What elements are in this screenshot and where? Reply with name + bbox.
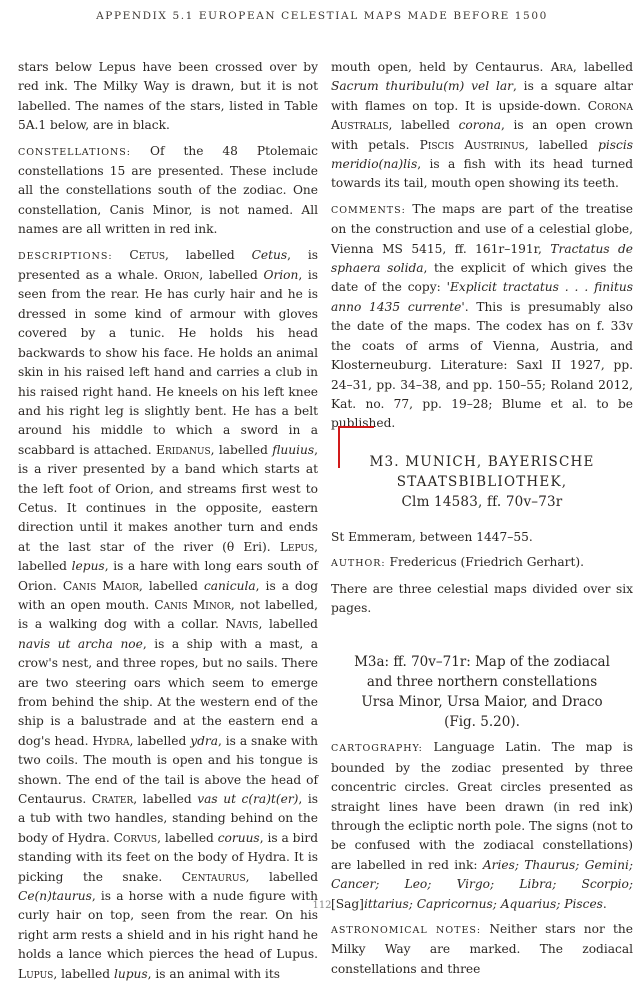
constellations-text: Of the 48 Ptolemaic constellations 15 are presented. These include all the constellations south of the zodiac. One constellation, Canis Minor, is not named. All names are all written in red ink. xyxy=(18,143,318,237)
text: The maps are part of the treatise on the construction and use of a celestial globe, Vienna MS 5415, ff. 161r–191r, xyxy=(331,201,633,256)
constellation-name: Ara xyxy=(550,60,573,74)
latin-label: fluuius xyxy=(272,442,315,457)
text: , is a dog with an open mouth. xyxy=(18,578,318,612)
text: , not labelled, is a walking dog with a collar. xyxy=(18,597,318,632)
latin-label: Sacrum thuribulu(m) vel lar xyxy=(331,79,513,94)
text: , labelled xyxy=(18,539,318,574)
section-title-line: M3. MUNICH, BAYERISCHE xyxy=(369,453,595,470)
text: , labelled xyxy=(165,247,252,262)
latin-label: Orion xyxy=(263,268,299,283)
text: [Sag] xyxy=(331,896,364,911)
constellation-name: Lepus xyxy=(279,539,315,554)
subsection-line: and three northern constellations xyxy=(366,674,598,691)
latin-label: coruus xyxy=(217,830,260,845)
section-title-m3 xyxy=(331,452,633,512)
paragraph-descriptions-cont xyxy=(331,58,633,194)
constellation-name: Eridanus xyxy=(156,442,211,457)
text: , labelled xyxy=(210,442,273,457)
label-descriptions: DESCRIPTIONS: xyxy=(18,250,113,262)
paragraph-astronomical-notes xyxy=(331,920,633,979)
subsection-line: M3a: ff. 70v–71r: Map of the zodiacal xyxy=(354,654,610,671)
latin-label: Cetus xyxy=(251,247,288,262)
label-author: AUTHOR: xyxy=(331,558,386,570)
constellation-name: Navis xyxy=(225,617,259,632)
constellation-name: Hydra xyxy=(92,733,130,748)
label-cartography: CARTOGRAPHY: xyxy=(331,743,423,755)
text: , is an open crown with petals. xyxy=(331,118,633,152)
constellation-name: Canis Maior xyxy=(62,578,139,593)
paragraph-cartography xyxy=(331,738,633,914)
text: , labelled xyxy=(53,966,114,981)
text: , is a ship with a mast, a crow's nest, and three ropes, but no sails. There are two steering oars which seem to emerge from behind the ship. At the western end of the ship is a balustrade and at the eastern end a dog's head. xyxy=(18,636,318,748)
paragraph-descriptions xyxy=(18,246,318,984)
explicit-quote: Explicit tractatus . . . finitus anno 1435 currente xyxy=(331,280,633,314)
latin-label: corona xyxy=(458,118,502,133)
constellation-name: Cetus xyxy=(129,247,166,262)
latin-label: piscis meridio(na)lis xyxy=(331,137,633,172)
left-column xyxy=(18,58,318,990)
constellation-name: Canis Minor xyxy=(154,597,231,612)
constellation-name: Lupus xyxy=(18,966,54,981)
right-column xyxy=(331,58,633,985)
text: , the explicit of which gives the date of the copy: ' xyxy=(331,261,633,295)
label-comments: COMMENTS: xyxy=(331,204,406,216)
constellation-name: Centaurus xyxy=(181,869,246,884)
zodiac-signs: ittarius; Capricornus; Aquarius; Pisces xyxy=(363,896,603,911)
zodiac-signs: Aries; Thaurus; Gemini; Cancer; Leo; Virgo; Libra; Scorpio; xyxy=(331,857,633,892)
text: , labelled xyxy=(138,578,204,593)
constellation-name: Corona Australis xyxy=(331,98,633,133)
text: , is seen from the rear. He has curly hair and he is dressed in some kind of armour with gloves covered by a tunic. He holds his head backwards to show his face. He holds an animal skin in his raised left hand and carries a club in his raised right hand. He kneels on his left knee and his right leg is slightly bent. He has a belt around his middle to which a sword in a scabbard is attached. xyxy=(18,268,318,457)
latin-label: Ce(n)taurus xyxy=(18,889,92,904)
text: , labelled xyxy=(133,792,198,807)
running-head: APPENDIX 5.1 EUROPEAN CELESTIAL MAPS MADE BEFORE 1500 xyxy=(96,10,548,22)
author-text: Fredericus (Friedrich Gerhart). xyxy=(385,555,585,570)
paragraph-maps: There are three celestial maps divided over six pages. xyxy=(331,581,633,615)
text: . xyxy=(602,896,607,911)
latin-label: ydra xyxy=(190,733,218,748)
text: , labelled xyxy=(245,869,318,884)
text: , labelled xyxy=(199,268,264,283)
text: , labelled xyxy=(388,118,459,133)
text: , is a square altar with flames on top. It is upside-down. xyxy=(331,79,633,113)
text xyxy=(113,248,130,262)
constellation-name: Piscis Austrinus xyxy=(419,137,525,152)
section-title-line: STAATSBIBLIOTHEK, xyxy=(396,473,568,490)
text: , is a bird standing with its feet on the body of Hydra. It is picking the snake. xyxy=(18,830,318,884)
subsection-line: (Fig. 5.20). xyxy=(444,714,520,731)
text: , labelled xyxy=(524,137,599,152)
page-number: 112 xyxy=(312,900,332,911)
text: , is presented as a whale. xyxy=(18,247,318,283)
subsection-title-m3a xyxy=(331,652,633,732)
manuscript-code: Clm 14583, ff. 70v–73r xyxy=(401,493,563,510)
latin-label: vas ut c(ra)t(er) xyxy=(197,792,299,807)
label-astronomical-notes: ASTRONOMICAL NOTES: xyxy=(331,925,482,936)
treatise-title: Tractatus de sphaera solida xyxy=(331,241,633,276)
text: mouth open, held by Centaurus. xyxy=(331,60,551,74)
date-line: St Emmeram, between 1447–55. xyxy=(331,529,533,544)
latin-label: lupus xyxy=(113,966,148,981)
paragraph-constellations xyxy=(18,142,318,240)
text: '. This is presumably also the date of the maps. The codex has on f. 33v the coats of arms of Vienna, Austria, and Klosterneuburg. Literature: Saxl II 1927, pp. 24–31, pp. 34–38, and pp. 150–55; Roland 2012, Kat. no. 77, pp. 19–28; Blume et al. to be published. xyxy=(331,299,633,431)
text: , labelled xyxy=(572,60,633,74)
constellation-name: Crater xyxy=(91,792,134,807)
text: , is a hare with long ears south of Orion. xyxy=(18,559,318,593)
paragraph-author xyxy=(331,553,633,573)
constellation-name: Corvus xyxy=(113,830,158,845)
paragraph-comments xyxy=(331,200,633,434)
subsection-line: Ursa Minor, Ursa Maior, and Draco xyxy=(361,694,603,711)
text: , labelled xyxy=(129,733,191,748)
latin-label: navis ut archa noe xyxy=(18,636,143,651)
text: , is a river presented by a band which starts at the left foot of Orion, and streams first west to Cetus. It continues in the opposite, eastern direction until it makes another turn and ends at the last star of the river (θ Eri). xyxy=(18,442,318,554)
text: , labelled xyxy=(258,617,318,632)
latin-label: lepus xyxy=(71,559,105,574)
label-constellations: CONSTELLATIONS: xyxy=(18,146,132,158)
text: , is a snake with two coils. The mouth is open and his tongue is shown. The end of the tail is above the head of Centaurus. xyxy=(18,733,318,807)
text: , is an animal with its xyxy=(147,966,280,981)
text: , is a tub with two handles, standing behind on the body of Hydra. xyxy=(18,792,318,845)
paragraph-intro: stars below Lepus have been crossed over by red ink. The Milky Way is drawn, but it is not labelled. The names of the stars, listed in Table 5A.1 below, are in black. xyxy=(18,60,318,133)
red-annotation-mark xyxy=(338,426,374,468)
constellation-name: Orion xyxy=(163,268,200,283)
text: Language Latin. The map is bounded by the zodiac presented by three concentric circles. Great circles presented as straight lines have been drawn (in red ink) through the ecliptic north pole. The signs (not to be confused with the zodiacal constellations) are labelled in red ink: xyxy=(331,740,633,872)
text: , is a horse with a nude figure with curly hair on top, seen from the rear. On his right arm rests a shield and in his right hand he holds a lance which pierces the head of Lupus. xyxy=(18,889,318,962)
text: , is a fish with its head turned towards its tail, mouth open showing its teeth. xyxy=(331,157,633,191)
astronomical-notes-text: Neither stars nor the Milky Way are marked. The zodiacal constellations and three xyxy=(331,922,633,976)
text: , labelled xyxy=(157,830,218,845)
latin-label: canicula xyxy=(203,578,256,593)
